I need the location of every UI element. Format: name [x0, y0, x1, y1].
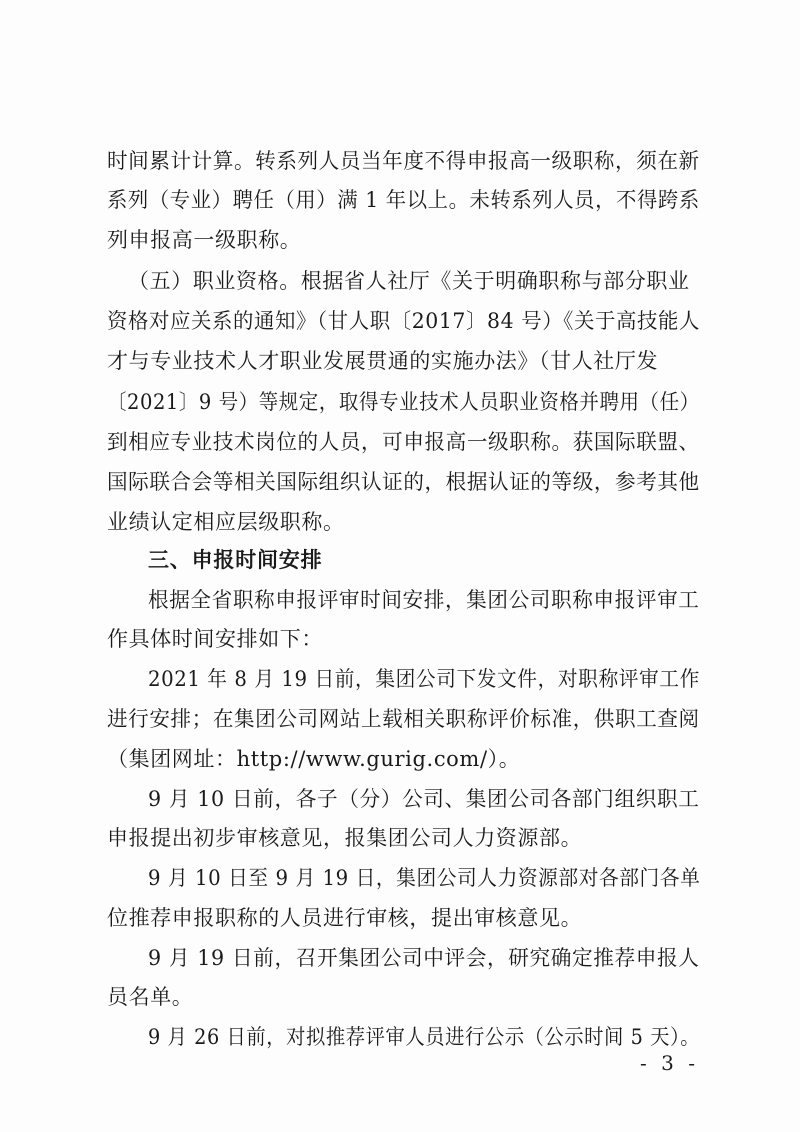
text-line: 9 月 10 日至 9 月 19 日，集团公司人力资源部对各部门各单	[148, 866, 701, 890]
text-line: 位推荐申报职称的人员进行审核，提出审核意见。	[107, 906, 583, 930]
text-line: （五）职业资格。根据省人社厅《关于明确职称与部分职业	[128, 269, 690, 293]
text-line: 根据全省职称申报评审时间安排，集团公司职称申报评审工	[148, 588, 700, 612]
text-line: （集团网址：http://www.gurig.com/）。	[107, 747, 521, 771]
page-number: - 3 -	[640, 1051, 699, 1075]
text-line: 时间累计计算。转系列人员当年度不得申报高一级职称，须在新	[107, 149, 700, 173]
text-line: 业绩认定相应层级职称。	[107, 510, 345, 534]
text-line: 作具体时间安排如下：	[107, 627, 323, 651]
text-line: 列申报高一级职称。	[107, 228, 302, 252]
text-line: 进行安排；在集团公司网站上载相关职称评价标准，供职工查阅	[107, 707, 700, 731]
section-heading: 三、申报时间安排	[148, 548, 323, 572]
text-line: 到相应专业技术岗位的人员，可申报高一级职称。获国际联盟、	[107, 430, 700, 454]
text-line: 国际联合会等相关国际组织认证的，根据认证的等级，参考其他	[107, 470, 700, 494]
text-line: 资格对应关系的通知》（甘人职〔2017〕84 号）《关于高技能人	[107, 309, 700, 333]
text-line: 系列（专业）聘任（用）满 1 年以上。未转系列人员，不得跨系	[107, 188, 700, 212]
text-line: 员名单。	[107, 985, 194, 1009]
text-line: 申报提出初步审核意见，报集团公司人力资源部。	[107, 826, 583, 850]
text-line: 9 月 26 日前，对拟推荐评审人员进行公示（公示时间 5 天）。	[148, 1025, 701, 1049]
text-line: 2021 年 8 月 19 日前，集团公司下发文件，对职称评审工作	[148, 667, 700, 691]
text-line: 9 月 19 日前，召开集团公司中评会，研究确定推荐申报人	[148, 946, 700, 970]
text-line: 〔2021〕9 号）等规定，取得专业技术人员职业资格并聘用（任）	[107, 390, 700, 414]
text-line: 9 月 10 日前，各子（分）公司、集团公司各部门组织职工	[148, 787, 700, 811]
text-line: 才与专业技术人才职业发展贯通的实施办法》（甘人社厅发	[107, 349, 659, 373]
